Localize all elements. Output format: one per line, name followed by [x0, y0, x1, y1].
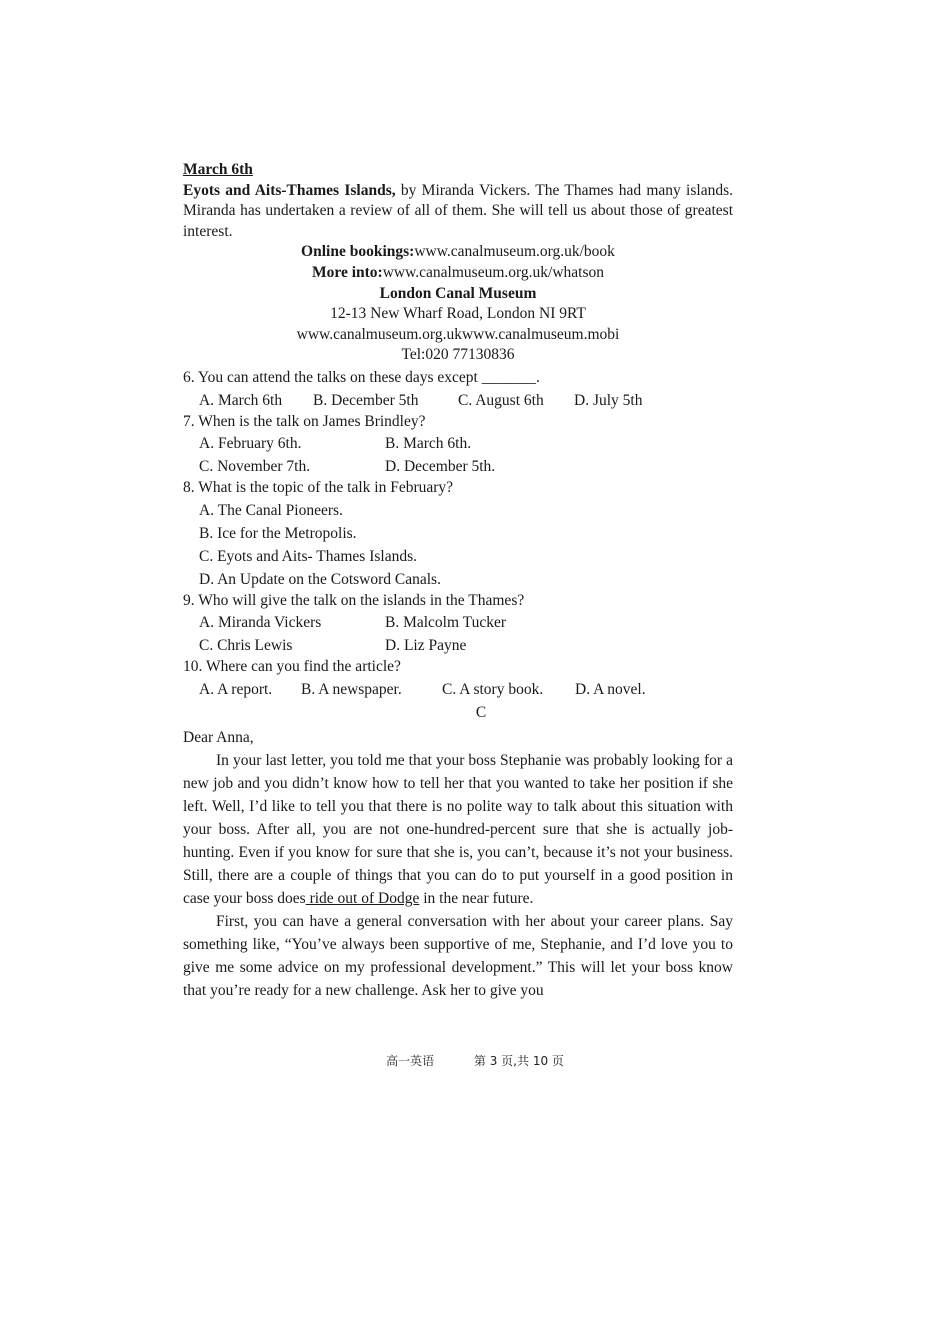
question-stem: 8. What is the topic of the talk in February?	[183, 479, 454, 497]
exam-page	[183, 160, 733, 1002]
letter-greeting: Dear Anna,	[183, 728, 254, 746]
letter-paragraph-1: In your last letter, you told me that your boss Stephanie was probably looking for a new job and you didn’t know how to tell her that you wanted to take her position if she left. Well, I’d like to tell you that there is no polite way to talk about this situation with your boss. After all, you are not one-hundred-percent sure that she is actually job-hunting. Even if you know for sure that she is, you can’t, because it’s not your business. Still, there are a couple of things that you can do to put yourself in a good position in case your boss does ride out of Dodge in the near future.	[183, 751, 733, 907]
question-stem: 6. You can attend the talks on these days except _______.	[183, 368, 540, 386]
option: C. November 7th.	[199, 458, 311, 476]
question-stem: 7. When is the talk on James Brindley?	[183, 412, 426, 430]
talk-title: Eyots and Aits-Thames Islands,	[183, 181, 396, 199]
talk-description: by Miranda Vickers. The Thames had many islands. Miranda has undertaken a review of all of them. She will tell us about those of greatest interest.	[183, 181, 733, 240]
museum-name: London Canal Museum	[379, 284, 537, 302]
option: C. A story book.	[442, 680, 544, 698]
option: A. Miranda Vickers	[199, 614, 322, 632]
option: D. A novel.	[575, 680, 646, 698]
option: C. Chris Lewis	[199, 637, 293, 655]
option: C. August 6th	[458, 391, 544, 409]
talk-entry	[183, 181, 733, 243]
option: A. February 6th.	[199, 435, 302, 453]
option: D. Liz Payne	[385, 637, 467, 655]
page-footer	[0, 1052, 950, 1069]
option: D. An Update on the Cotsword Canals.	[199, 570, 441, 588]
footer-subject: 高一英语	[386, 1054, 435, 1068]
option: B. March 6th.	[385, 435, 472, 453]
question-10	[183, 657, 733, 701]
question-8	[183, 478, 733, 591]
online-bookings: Online bookings:www.canalmuseum.org.uk/book	[301, 243, 615, 261]
talk-date: March 6th	[183, 161, 253, 178]
question-9	[183, 591, 733, 658]
option: A. A report.	[199, 680, 273, 698]
museum-address: 12-13 New Wharf Road, London NI 9RT	[330, 305, 586, 323]
option: C. Eyots and Aits- Thames Islands.	[199, 547, 417, 565]
museum-tel: Tel:020 77130836	[401, 346, 515, 364]
option: B. A newspaper.	[301, 680, 402, 698]
section-label: C	[475, 703, 487, 721]
letter-paragraph-2: First, you can have a general conversation with her about your career plans. Say something like, “You’ve always been supportive of me, Stephanie, and I’d love you to give me some advice on my professional development.” This will let your boss know that you’re ready for a new challenge. Ask her to give you	[183, 912, 733, 999]
question-stem: 10. Where can you find the article?	[183, 658, 401, 676]
option: D. July 5th	[574, 391, 643, 409]
option: A. March 6th	[199, 391, 283, 409]
options-row	[183, 389, 733, 412]
question-7	[183, 412, 733, 479]
option: D. December 5th.	[385, 458, 496, 476]
option: B. Ice for the Metropolis.	[199, 524, 357, 542]
idiom-underlined: ride out of Dodge	[305, 889, 420, 907]
question-stem: 9. Who will give the talk on the islands in the Thames?	[183, 591, 525, 609]
option: B. December 5th	[313, 391, 419, 409]
option: B. Malcolm Tucker	[385, 614, 506, 632]
option: A. The Canal Pioneers.	[199, 501, 343, 519]
footer-page-number: 第 3 页,共 10 页	[473, 1054, 564, 1068]
museum-websites: www.canalmuseum.org.ukwww.canalmuseum.mobi	[296, 325, 620, 343]
more-info: More into:www.canalmuseum.org.uk/whatson	[311, 263, 604, 281]
question-6	[183, 368, 733, 412]
